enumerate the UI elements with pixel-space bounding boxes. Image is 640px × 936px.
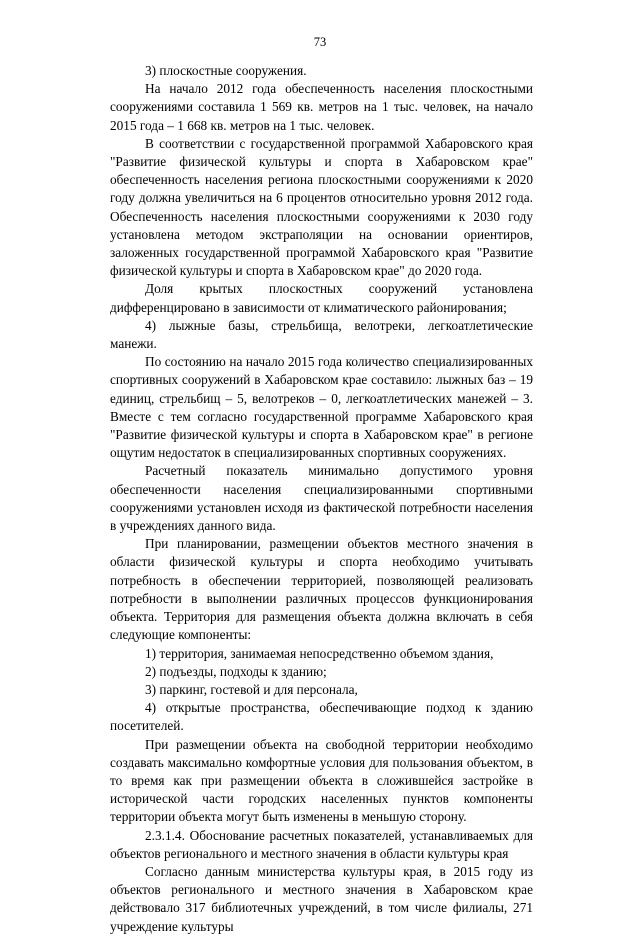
paragraph-specialized-facilities: По состоянию на начало 2015 года количество специализированных спортивных сооружений в Хабаровском крае составило: лыжных баз – 19 единиц, стрельбищ – 5, велотреков – 0, легкоатлетических манежей – 3. Вместе с тем согласно государственной программе Хабаровского края "Развитие физической культуры и спорта в Хабаровском крае" в регионе ощутим недостаток в специализированных спортивных сооружениях. (110, 354, 533, 461)
page-number: 73 (313, 35, 327, 49)
list-item-driveways: 2) подъезды, подходы к зданию; (145, 663, 327, 679)
paragraph-state-program: В соответствии с государственной программой Хабаровского края "Развитие физической культуры и спорта в Хабаровском крае" обеспеченность населения региона плоскостными сооружениями к 2020 году должна увеличиться на 6 процентов относительно уровня 2012 года. Обеспеченность населения плоскостными сооружениями к 2030 году установлена методом экстраполяции на основании ориентиров, заложенных государственной программой Хабаровского края "Развитие физической культуры и спорта в Хабаровском крае" до 2020 года. (110, 135, 533, 279)
list-item-ski-bases: 4) лыжные базы, стрельбища, велотреки, легкоатлетические манежи. (110, 317, 533, 352)
list-item-territory: 1) территория, занимаемая непосредственно объемом здания, (145, 645, 494, 661)
list-item-parking: 3) паркинг, гостевой и для персонала, (145, 681, 358, 697)
document-body (110, 62, 533, 936)
paragraph-free-territory: При размещении объекта на свободной территории необходимо создавать максимально комфортные условия для пользования объектом, в то время как при размещении объекта в сложившейся застройке в исторической части городских населенных пунктов компоненты территории объекта могут быть изменены в меньшую сторону. (110, 736, 533, 825)
paragraph-culture-ministry: Согласно данным министерства культуры края, в 2015 году из объектов регионального и местного значения в Хабаровском крае действовало 317 библиотечных учреждений, в том числе филиалы, 271 учреждение культуры (110, 863, 533, 934)
section-heading-2-3-1-4: 2.3.1.4. Обоснование расчетных показателей, устанавливаемых для объектов регионального и местного значения в области культуры края (110, 827, 533, 861)
paragraph-planning: При планировании, размещении объектов местного значения в области физической культуры и спорта необходимо учитывать потребность в обеспечении территорией, позволяющей реализовать потребности в выполнении различных процессов функционирования объекта. Территория для размещения объекта должна включать в себя следующие компоненты: (110, 536, 533, 643)
paragraph-flat-structures-supply: На начало 2012 года обеспеченность населения плоскостными сооружениями составила 1 569 кв. метров на 1 тыс. человек, на начало 2015 года – 1 668 кв. метров на 1 тыс. человек. (110, 81, 533, 133)
list-item-open-spaces: 4) открытые пространства, обеспечивающие подход к зданию посетителей. (110, 700, 533, 734)
list-item-flat-structures: 3) плоскостные сооружения. (145, 63, 307, 78)
paragraph-calculated-indicator: Расчетный показатель минимально допустимого уровня обеспеченности населения специализированными спортивными сооружениями установлен исходя из фактической потребности населения в учреждениях данного вида. (110, 463, 533, 534)
paragraph-covered-share: Доля крытых плоскостных сооружений установлена дифференцировано в зависимости от климатического районирования; (110, 281, 533, 315)
